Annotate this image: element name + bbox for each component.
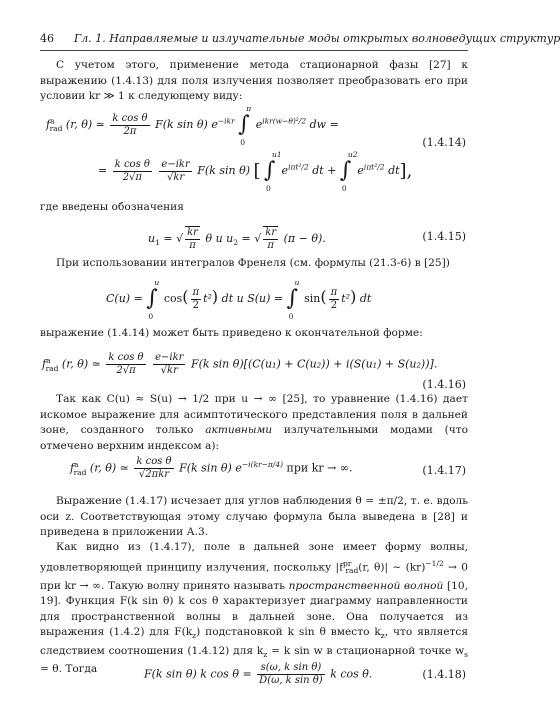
paragraph-3 bbox=[40, 256, 468, 272]
eq-dt: dt bbox=[388, 164, 400, 177]
frac-num: e−ikr bbox=[161, 158, 190, 170]
equation-number: (1.4.14) bbox=[422, 136, 466, 149]
equation-1-4-14-line-1 bbox=[40, 104, 468, 150]
fraction bbox=[263, 226, 278, 252]
eq-eq: = bbox=[238, 232, 255, 245]
equation-1-4-16 bbox=[40, 346, 468, 396]
equation-number: (1.4.15) bbox=[422, 230, 466, 243]
frac-den: 2√π bbox=[113, 171, 152, 184]
eq-term-exp: iπt²/2 bbox=[288, 162, 309, 172]
frac-den: D(ω, k sin θ) bbox=[259, 675, 323, 686]
eq-mid: (r, θ) ≃ bbox=[61, 357, 101, 371]
integral-C bbox=[146, 278, 160, 321]
int-upper: u1 bbox=[272, 150, 282, 159]
eq-integrand: e bbox=[255, 118, 263, 131]
eq-term: e bbox=[281, 164, 289, 177]
fraction bbox=[185, 226, 200, 252]
equation-number: (1.4.18) bbox=[422, 668, 466, 681]
equation-1-4-17 bbox=[40, 452, 468, 488]
eq-f: f bbox=[42, 357, 47, 371]
frac-den: √2πkr bbox=[134, 468, 173, 481]
frac-num: kr bbox=[187, 227, 198, 238]
eq-t2: t² bbox=[203, 292, 212, 305]
eq-integrand-exp: ikr(w−θ)²/2 bbox=[262, 116, 307, 126]
eq-sub-rad: rad bbox=[45, 363, 59, 373]
fraction bbox=[134, 456, 173, 481]
eq-C: C(u) = bbox=[106, 292, 143, 305]
p7-part-f: , что является следствием соотношения (1.4.12) для k bbox=[40, 626, 469, 657]
p7-sub-z: z bbox=[192, 631, 197, 641]
paragraph-1-text: С учетом этого, применение метода стационарной фазы [27] к выражению (1.4.13) для поля излучения позволяет преобразовать его при условии kr ≫ 1 к следующему виду: bbox=[40, 59, 468, 102]
frac-num: e−ikr bbox=[155, 352, 184, 363]
eq-lhs: F(k sin θ) k cos θ = bbox=[144, 667, 252, 681]
p7-sup-exp: −1/2 bbox=[425, 558, 444, 568]
eq-tail: dw = bbox=[309, 118, 339, 131]
frac-den: √kr bbox=[153, 364, 185, 377]
int-lower: 0 bbox=[148, 312, 154, 321]
frac-num: k cos θ bbox=[136, 456, 172, 467]
eq-cos: cos bbox=[163, 292, 183, 305]
frac-den: π bbox=[185, 239, 200, 252]
int-lower: 0 bbox=[266, 184, 271, 193]
eq-body: F(k sin θ) bbox=[197, 164, 251, 177]
int-lower: 0 bbox=[240, 138, 245, 147]
integral-sign: ∫ bbox=[339, 158, 352, 183]
p7-part-c: → 0 при kr → ∞. Такую волну принято называть bbox=[40, 561, 468, 592]
paragraph-5 bbox=[40, 392, 468, 454]
equation-1-4-15: $u_1$ = √ $\frac{kr}{\pi}$ θ и $u_2$ = √ $\frac{kr}{\pi}$ (π − θ). (1.4.15) bbox=[148, 227, 466, 251]
fraction bbox=[110, 113, 149, 138]
paragraph-6 bbox=[40, 494, 468, 541]
equation-fresnel: C(u) = ∫ u 0 cos( $\frac{\pi}{2}$ t²) dt и S(u) = ∫ u 0 sin( $\frac{\pi}{2}$ t²) dt bbox=[106, 278, 372, 321]
integral-S bbox=[286, 278, 301, 321]
page-number: 46 bbox=[40, 32, 54, 45]
frac-num: π bbox=[192, 286, 200, 298]
frac-num: kr bbox=[265, 227, 277, 238]
fraction bbox=[113, 159, 152, 184]
integral-sign: ∫ bbox=[146, 286, 158, 311]
running-header bbox=[40, 32, 560, 50]
eq-dt-and: dt и S(u) = bbox=[221, 292, 284, 305]
eq-sin: sin bbox=[304, 292, 321, 305]
frac-den: 2√π bbox=[106, 364, 145, 377]
eq-f: f bbox=[70, 461, 75, 475]
paragraph-2-text: где введены обозначения bbox=[40, 201, 184, 213]
equation-number: (1.4.16) bbox=[422, 378, 466, 391]
paragraph-4 bbox=[40, 326, 468, 342]
equation-number: (1.4.17) bbox=[422, 464, 466, 477]
frac-num: k cos θ bbox=[108, 352, 144, 363]
int-upper: u2 bbox=[347, 150, 358, 159]
frac-den: 2 bbox=[329, 299, 340, 312]
paragraph-4-text: выражение (1.4.14) может быть приведено к окончательной форме: bbox=[40, 327, 423, 339]
frac-num: k cos θ bbox=[112, 112, 148, 124]
eq-t2: t² bbox=[341, 292, 351, 305]
frac-den: √kr bbox=[159, 171, 191, 184]
integral-sign: ∫ bbox=[286, 286, 299, 311]
eq-tail: при kr → ∞. bbox=[283, 461, 353, 475]
eq-equals: = bbox=[98, 164, 108, 177]
integral-sign: ∫ bbox=[264, 158, 276, 183]
paragraph-5-text bbox=[40, 392, 468, 454]
eq-tail: k cos θ. bbox=[330, 667, 373, 681]
eq-mid: (r, θ) ≃ bbox=[65, 118, 105, 131]
p7-sub-z: z bbox=[380, 631, 385, 641]
int-lower: 0 bbox=[288, 312, 294, 321]
eq-exp: −ikr bbox=[217, 116, 235, 126]
eq-f: f bbox=[46, 118, 51, 131]
fraction bbox=[191, 287, 202, 312]
eq-sup-a: a bbox=[50, 116, 55, 126]
eq-sub-2: 2 bbox=[233, 238, 239, 248]
frac-den: 2 bbox=[191, 299, 202, 312]
p7-part-d: [10, 19]. Функция F(k sin θ) k cos θ характеризует диаграмму направленности для пространственной волны в дальней зоне. Она получается из выражения (1.4.2) для F(k bbox=[40, 579, 468, 639]
eq-sub-rad: rad bbox=[49, 124, 63, 134]
int-upper: π bbox=[246, 104, 252, 113]
eq-sup-a: a bbox=[46, 355, 51, 365]
eq-body: F(k sin θ)[(C(u₁) + C(u₂)) + i(S(u₁) + S(u₂))]. bbox=[190, 357, 438, 371]
integral-1 bbox=[264, 150, 282, 193]
p7-part-b: (r, θ)| ∼ (kr) bbox=[358, 561, 426, 574]
p7-sub-z: z bbox=[263, 649, 268, 659]
frac-num: k cos θ bbox=[114, 158, 150, 170]
eq-exp: −i(kr−π/4) bbox=[241, 459, 284, 469]
fraction bbox=[329, 287, 340, 312]
eq-sub-1: 1 bbox=[155, 238, 160, 248]
eq-and: θ и u bbox=[205, 232, 234, 245]
int-upper: u bbox=[294, 278, 300, 287]
eq-dt: dt bbox=[359, 292, 372, 305]
p7-part-a: Как видно из (1.4.17), поле в дальней зоне имеет форму волны, удовлетворяющей принципу излучения, поскольку |f bbox=[40, 541, 468, 574]
eq-sup-a: a bbox=[74, 459, 79, 469]
frac-den: 2π bbox=[110, 125, 149, 138]
p7-part-h: = θ. Тогда bbox=[40, 663, 98, 676]
eq-u1: u bbox=[148, 232, 156, 245]
eq-sub-rad: rad bbox=[73, 467, 87, 477]
eq-term: e bbox=[357, 164, 364, 177]
fraction bbox=[159, 159, 191, 184]
eq-body: F(k sin θ) e bbox=[179, 461, 242, 475]
paragraph-2 bbox=[40, 200, 468, 216]
frac-num: π bbox=[330, 286, 338, 298]
paragraph-7 bbox=[40, 540, 468, 678]
integral-sign: ∫ bbox=[238, 112, 250, 137]
eq-mid: (r, θ) ≃ bbox=[89, 461, 129, 475]
fraction bbox=[106, 352, 145, 377]
int-upper: u bbox=[154, 278, 160, 287]
int-lower: 0 bbox=[341, 184, 347, 193]
p7-sub-rad: rad bbox=[345, 566, 359, 576]
paragraph-6-text: Выражение (1.4.17) исчезает для углов наблюдения θ = ±π/2, т. е. вдоль оси z. Соответствующая этому случаю формула была выведена в [28] и приведена в приложении А.3. bbox=[40, 495, 468, 538]
eq-term-exp: iπt²/2 bbox=[363, 162, 385, 172]
p5-part-b: излучательными модами (что отмечено верхним индексом a): bbox=[40, 424, 468, 452]
p7-sub-s: s bbox=[464, 649, 468, 659]
paragraph-7-text bbox=[40, 540, 468, 678]
frac-den: π bbox=[263, 239, 278, 252]
header-rule bbox=[40, 50, 468, 51]
p7-sup-pr: pr bbox=[343, 558, 352, 568]
paragraph-3-text: При использовании интегралов Френеля (см. формулы (21.3-6) в [25]) bbox=[56, 257, 450, 269]
equation-1-4-14-line-2: = $\frac{\text{k cos θ}}{2√\pi}$ $\frac{\text{e−ikr}}{√kr}$ F(k sin θ) [ ∫ u1 0 $e^{i\pi t^2/2}$ dt + ∫ u2 0 $e^{i\pi t^2/2}$ dt], (1.4.14) bbox=[98, 136, 466, 193]
eq-dt: dt + bbox=[312, 164, 337, 177]
eq-tail: (π − θ). bbox=[283, 232, 326, 245]
frac-num: s(ω, k sin θ) bbox=[260, 662, 322, 673]
running-title: Гл. 1. Направляемые и излучательные моды открытых волноведущих структур bbox=[74, 32, 560, 45]
p5-part-a: Так как C(u) ≈ S(u) → 1/2 при u → ∞ [25], то уравнение (1.4.16) дает искомое выражение для асимптотического представления поля в дальней зоне, созданного только bbox=[40, 393, 468, 436]
p7-part-g: = k sin w в стационарной точке w bbox=[267, 644, 465, 657]
paragraph-1 bbox=[40, 58, 468, 105]
equation-1-4-18 bbox=[40, 660, 468, 694]
integral-2 bbox=[339, 150, 358, 193]
fraction bbox=[153, 352, 185, 377]
p7-emphasis: пространственной волной bbox=[288, 579, 444, 592]
fraction bbox=[257, 662, 325, 687]
p5-emphasis: активными bbox=[205, 424, 273, 436]
eq-body: F(k sin θ) e bbox=[155, 118, 218, 131]
eq-eq: = bbox=[159, 232, 177, 245]
integral bbox=[238, 104, 252, 147]
p7-part-e: ) подстановкой k sin θ вместо k bbox=[196, 626, 381, 639]
